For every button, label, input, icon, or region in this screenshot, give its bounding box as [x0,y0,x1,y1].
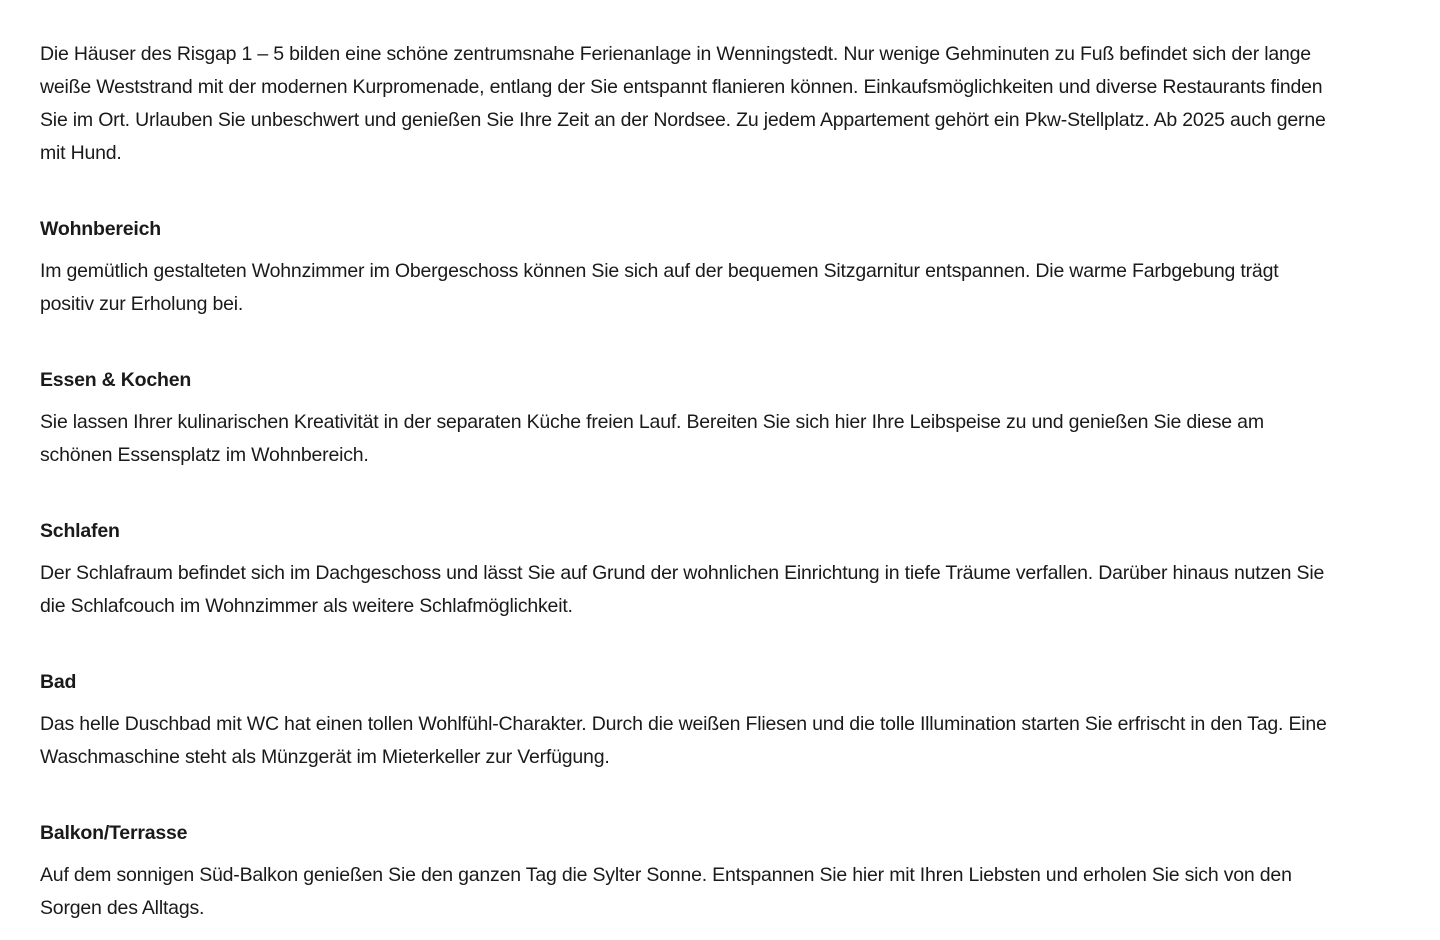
section-paragraph-essen-kochen: Sie lassen Ihrer kulinarischen Kreativität in der separaten Küche freien Lauf. Bereiten Sie sich hier Ihre Leibspeise zu und genießen Sie diese am schönen Essensplatz im Wohnbereich. [40,411,1264,466]
section-bad [40,666,1336,774]
section-heading-wohnbereich: Wohnbereich [40,218,161,240]
section-essen-kochen [40,364,1336,472]
section-balkon-terrasse [40,817,1336,925]
section-schlafen [40,515,1336,623]
intro-paragraph: Die Häuser des Risgap 1 – 5 bilden eine schöne zentrumsnahe Ferienanlage in Wenningstedt. Nur wenige Gehminuten zu Fuß befindet sich der lange weiße Weststrand mit der modernen Kurpromenade, entlang der Sie entspannt flanieren können. Einkaufsmöglichkeiten und diverse Restaurants finden Sie im Ort. Urlauben Sie unbeschwert und genießen Sie Ihre Zeit an der Nordsee. Zu jedem Appartement gehört ein Pkw-Stellplatz. Ab 2025 auch gerne mit Hund. [40,43,1326,164]
section-wohnbereich [40,213,1336,321]
section-paragraph-balkon-terrasse: Auf dem sonnigen Süd-Balkon genießen Sie den ganzen Tag die Sylter Sonne. Entspannen Sie hier mit Ihren Liebsten und erholen Sie sich von den Sorgen des Alltags. [40,864,1292,919]
section-heading-bad: Bad [40,671,77,693]
section-heading-schlafen: Schlafen [40,520,120,542]
section-paragraph-schlafen: Der Schlafraum befindet sich im Dachgeschoss und lässt Sie auf Grund der wohnlichen Einrichtung in tiefe Träume verfallen. Darüber hinaus nutzen Sie die Schlafcouch im Wohnzimmer als weitere Schlafmöglichkeit. [40,562,1325,617]
section-paragraph-wohnbereich: Im gemütlich gestalteten Wohnzimmer im Obergeschoss können Sie sich auf der bequemen Sitzgarnitur entspannen. Die warme Farbgebung trägt positiv zur Erholung bei. [40,260,1279,315]
section-paragraph-bad: Das helle Duschbad mit WC hat einen tollen Wohlfühl-Charakter. Durch die weißen Fliesen und die tolle Illumination starten Sie erfrischt in den Tag. Eine Waschmaschine steht als Münzgerät im Mieterkeller zur Verfügung. [40,713,1327,768]
section-heading-essen-kochen: Essen & Kochen [40,369,192,391]
section-heading-balkon-terrasse: Balkon/Terrasse [40,822,188,844]
